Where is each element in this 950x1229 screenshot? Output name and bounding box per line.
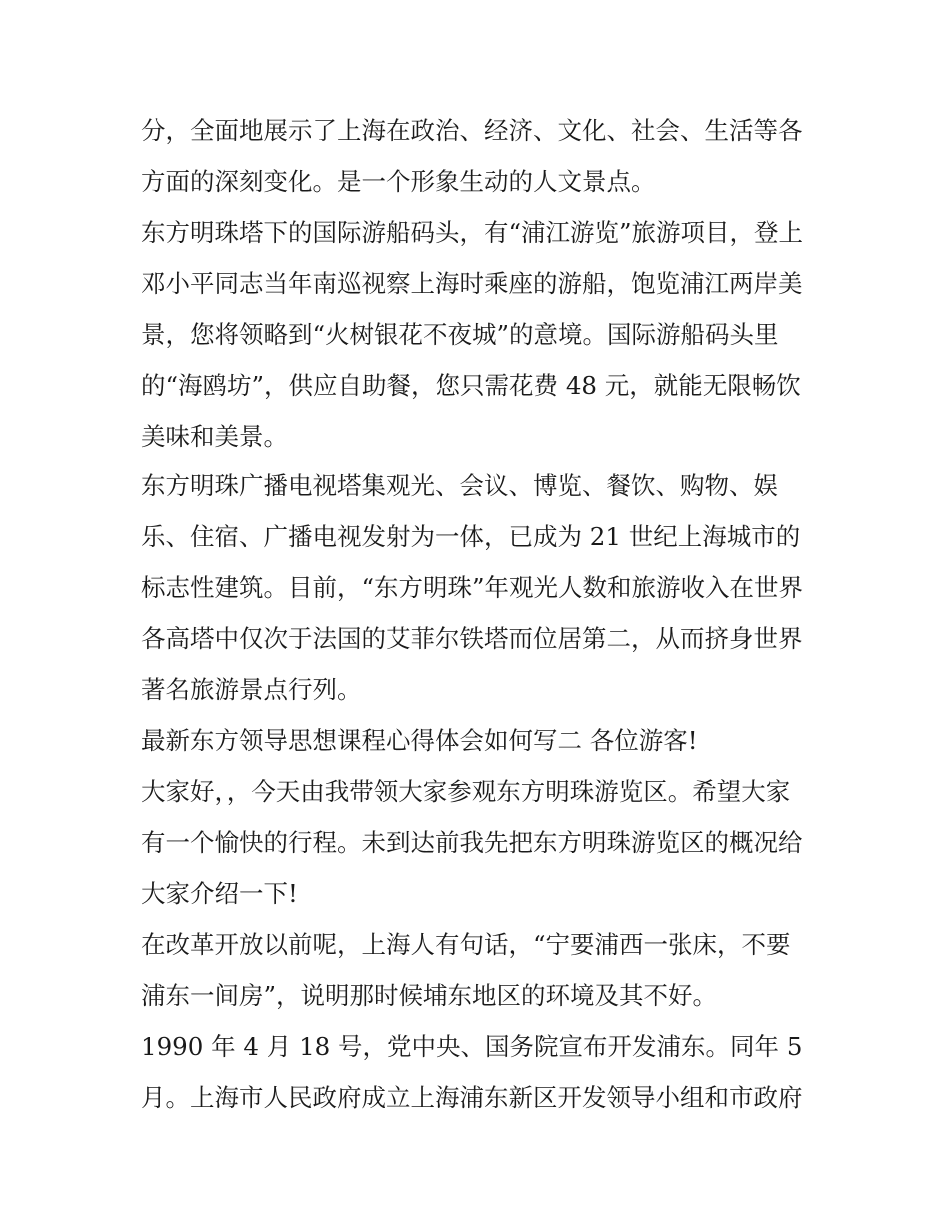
text-line: 标志性建筑。目前，“东方明珠”年观光人数和旅游收入在世界 <box>141 573 804 602</box>
text-line: 方面的深刻变化。是一个形象生动的人文景点。 <box>141 167 656 196</box>
text-line: 有一个愉快的行程。未到达前我先把东方明珠游览区的概况给 <box>141 828 803 857</box>
text-line: 1990 年 4 月 18 号，党中央、国务院宣布开发浦东。同年 5 <box>141 1032 803 1061</box>
text-line: 的“海鸥坊”，供应自助餐，您只需花费 48 元，就能无限畅饮 <box>141 371 801 400</box>
text-line: 大家好，，今天由我带领大家参观东方明珠游览区。希望大家 <box>141 777 791 806</box>
text-line: 在改革开放以前呢，上海人有句话，“宁要浦西一张床，不要 <box>141 930 791 959</box>
text-line: 分，全面地展示了上海在政治、经济、文化、社会、生活等各 <box>141 116 803 145</box>
text-line: 著名旅游景点行列。 <box>141 675 362 704</box>
text-line: 最新东方领导思想课程心得体会如何写二 各位游客! <box>141 726 698 755</box>
text-line: 邓小平同志当年南巡视察上海时乘座的游船，饱览浦江两岸美 <box>141 269 803 298</box>
text-line: 乐、住宿、广播电视发射为一体，已成为 21 世纪上海城市的 <box>141 522 801 551</box>
text-line: 月。上海市人民政府成立上海浦东新区开发领导小组和市政府 <box>141 1083 803 1112</box>
text-line: 景，您将领略到“火树银花不夜城”的意境。国际游船码头里 <box>141 320 779 349</box>
text-line: 美味和美景。 <box>141 422 288 451</box>
text-line: 各高塔中仅次于法国的艾菲尔铁塔而位居第二，从而挤身世界 <box>141 624 803 653</box>
text-line: 浦东一间房”，说明那时候埔东地区的环境及其不好。 <box>141 981 718 1010</box>
text-line: 大家介绍一下! <box>141 879 298 908</box>
text-line: 东方明珠塔下的国际游船码头，有“浦江游览”旅游项目，登上 <box>141 218 804 247</box>
text-line: 东方明珠广播电视塔集观光、会议、博览、餐饮、购物、娱 <box>141 471 778 500</box>
